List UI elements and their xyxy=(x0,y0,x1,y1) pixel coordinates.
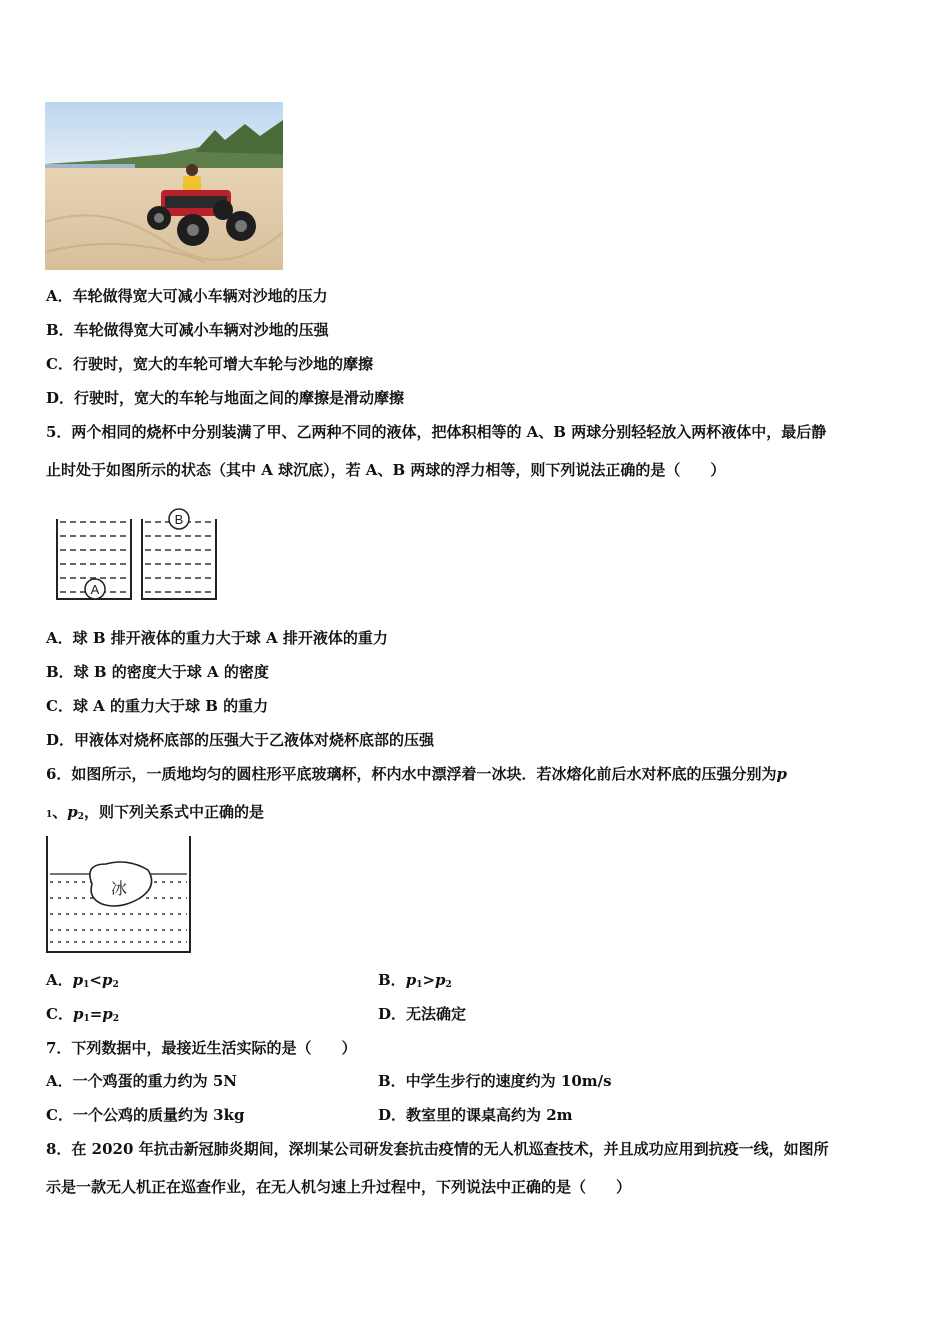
q5-option-b: B．球 B 的密度大于球 A 的密度 xyxy=(46,663,269,681)
q7-option-b: B．中学生步行的速度约为 10m/s xyxy=(378,1072,612,1090)
q6-glass-figure xyxy=(44,834,194,956)
q6-stem-rest: ，则下列关系式中正确的是 xyxy=(84,803,265,821)
q5-beakers-figure xyxy=(52,507,224,603)
q4-option-b: B．车轮做得宽大可减小车辆对沙地的压强 xyxy=(46,321,329,339)
q6-a-prefix: A． xyxy=(46,971,73,989)
q7-stem: 7．下列数据中，最接近生活实际的是（ ） xyxy=(46,1039,357,1057)
q6-b-var2: p xyxy=(435,971,446,989)
ball-a-label: A xyxy=(90,582,100,597)
q8-stem-line2: 示是一款无人机正在巡查作业，在无人机匀速上升过程中，下列说法中正确的是（ ） xyxy=(46,1178,632,1196)
q6-b-sub2: 2 xyxy=(445,980,452,990)
q6-c-sub1: 1 xyxy=(83,1014,90,1024)
q6-a-sub2: 2 xyxy=(112,980,119,990)
q6-option-a xyxy=(46,970,119,995)
q5-stem-line1: 5．两个相同的烧杯中分别装满了甲、乙两种不同的液体，把体积相等的 A、B 两球分别轻轻放入两杯液体中，最后静 xyxy=(46,423,827,441)
q6-sub2: 2 xyxy=(77,812,85,822)
atv-beach-photo xyxy=(45,102,283,270)
q6-stem-text: 6．如图所示，一质地均匀的圆柱形平底玻璃杯，杯内水中漂浮着一冰块．若冰熔化前后水对杯底的压强分别为 xyxy=(46,765,777,783)
q6-sub1: 1 xyxy=(46,810,53,820)
q6-b-sub1: 1 xyxy=(416,980,423,990)
q7-option-c: C．一个公鸡的质量约为 3kg xyxy=(46,1106,245,1124)
q6-c-var2: p xyxy=(102,1005,113,1023)
q6-stem-var: p xyxy=(776,765,787,783)
atv-photo-svg xyxy=(45,102,283,270)
ball-b-label: B xyxy=(174,512,184,527)
q6-c-sub2: 2 xyxy=(112,1014,120,1024)
q6-option-d: D．无法确定 xyxy=(378,1005,467,1023)
ice-label: 冰 xyxy=(110,879,128,898)
q6-stem-line1 xyxy=(46,764,787,784)
q4-option-a: A．车轮做得宽大可减小车辆对沙地的压力 xyxy=(46,287,328,305)
q6-option-b xyxy=(378,970,452,995)
q5-option-a: A．球 B 排开液体的重力大于球 A 排开液体的重力 xyxy=(46,629,388,647)
q6-c-prefix: C． xyxy=(46,1005,73,1023)
q6-c-var1: p xyxy=(72,1005,84,1023)
q6-a-sub1: 1 xyxy=(83,980,90,990)
q7-option-a: A．一个鸡蛋的重力约为 5N xyxy=(46,1072,238,1090)
q6-var2: p xyxy=(67,803,78,821)
q6-a-var2: p xyxy=(101,971,113,989)
q4-option-c: C．行驶时，宽大的车轮可增大车轮与沙地的摩擦 xyxy=(46,355,373,373)
q6-option-c xyxy=(46,1004,119,1029)
q7-option-d: D．教室里的课桌高约为 2m xyxy=(378,1106,573,1124)
q5-option-d: D．甲液体对烧杯底部的压强大于乙液体对烧杯底部的压强 xyxy=(46,731,435,749)
q6-b-var1: p xyxy=(405,971,417,989)
q6-b-prefix: B． xyxy=(378,971,406,989)
q6-stem-line2 xyxy=(46,802,264,827)
q4-option-d: D．行驶时，宽大的车轮与地面之间的摩擦是滑动摩擦 xyxy=(46,389,405,407)
beakers-svg xyxy=(52,507,224,603)
q6-c-rel: = xyxy=(89,1005,103,1023)
q6-b-rel: > xyxy=(422,971,436,989)
q6-a-rel: < xyxy=(89,971,102,989)
glass-svg xyxy=(44,834,194,956)
q6-a-var1: p xyxy=(72,971,84,989)
q5-stem-line2: 止时处于如图所示的状态（其中 A 球沉底），若 A、B 两球的浮力相等，则下列说法正确的是（ ） xyxy=(46,461,726,479)
q8-stem-line1: 8．在 2020 年抗击新冠肺炎期间，深圳某公司研发套抗击疫情的无人机巡查技术，并且成功应用到抗疫一线，如图所 xyxy=(46,1140,829,1158)
q6-sep: 、 xyxy=(52,803,68,821)
q5-option-c: C．球 A 的重力大于球 B 的重力 xyxy=(46,697,269,715)
